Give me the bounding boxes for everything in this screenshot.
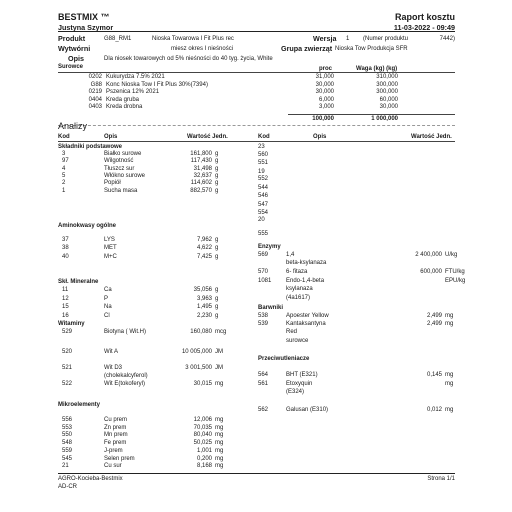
analyses-col-value: Wartość Jedn. [187,134,228,140]
analysis-unit: g [215,295,219,302]
analysis-unit: mg [215,381,224,387]
analysis-code: 548 [62,440,73,447]
analysis-code-right: 552 [258,176,269,182]
analysis-code: 545 [62,455,73,462]
analysis-code-right: 23 [258,144,265,150]
analysis-name: Wit D3 [104,365,122,371]
analysis-unit: mg [215,424,224,431]
raw-material-name: Kreda gruba [106,96,140,103]
analysis-code-right: 569 [258,252,269,258]
analysis-unit: g [215,253,219,260]
report-title: Raport kosztu [394,12,455,22]
raw-materials-col-weight: Waga (kg) (kg) [356,66,398,72]
analysis-name: M+C [104,253,117,260]
analysis-name-line2: (cholekalcyferol) [104,373,148,379]
analysis-name: Na [104,304,112,311]
header-divider [58,31,455,32]
analysis-unit: g [215,158,219,165]
analysis-value: 117,430 [190,158,212,165]
analysis-section-title-antioxidants: Przeciwutleniacze [258,356,310,362]
raw-material-code: 0403 [88,104,102,111]
version-label: Wersja [313,34,337,43]
analysis-value: 1,001 [196,447,212,454]
raw-material-proc: 31,000 [315,74,334,80]
analysis-unit-right: mg [445,407,454,413]
analysis-value: 114,602 [190,180,212,187]
analysis-name: J-prem [104,447,123,454]
raw-materials-bottom-line [58,125,455,126]
analysis-name: Białko surowe [104,151,142,157]
analyses-col-desc: Opis [104,134,118,140]
analysis-value: 70,035 [193,424,212,431]
analysis-name-right: Endo-1,4-beta [286,278,325,284]
analysis-code: 38 [62,245,69,252]
analysis-value: 2,230 [196,312,212,319]
analysis-code-right: 561 [258,381,269,387]
analysis-unit-right: mg [445,313,454,319]
analysis-unit-right: mg [445,372,454,378]
analysis-code: 11 [62,287,69,293]
analysis-unit: g [215,165,219,172]
analysis-value: 35,056 [193,287,212,293]
analysis-name: LYS [104,237,115,243]
analysis-name-right: beta-ksylanaza [286,260,327,267]
analysis-code-right: 555 [258,231,269,237]
analysis-unit-right: EPU/kg [445,278,466,284]
analysis-unit-right: FTU/kg [445,269,465,275]
analysis-unit: mg [215,447,224,454]
analysis-name: Zn prem [104,424,127,431]
analysis-value: 7,962 [196,237,212,243]
analysis-section-title-micro: Mikroelementy [58,402,101,408]
analysis-value: 10 005,000 [181,349,212,355]
analysis-code-right: 551 [258,160,269,166]
analysis-value: 161,800 [190,151,212,157]
analysis-code-right: 560 [258,152,269,158]
raw-material-weight: 60,000 [379,96,398,103]
analysis-name: Wit E(tokoferyl) [104,381,146,387]
analysis-code-right: 554 [258,210,269,216]
analysis-name: Ca [104,287,112,293]
analysis-code-right: 547 [258,202,269,208]
analyses-col-value-right: Wartość Jedn. [411,134,452,140]
analysis-name-right: Apoester Yellow [286,313,329,319]
analysis-code: 15 [62,304,69,311]
analysis-value: 882,570 [190,187,212,194]
analysis-name: P [104,295,109,302]
analysis-unit: g [215,245,219,252]
analysis-unit: mg [215,455,224,462]
analysis-code-right: 538 [258,313,269,319]
analyses-title: Analizy [58,121,88,131]
raw-material-code: 0404 [88,96,102,103]
analysis-name-right: BHT (E321) [286,372,318,378]
analysis-value: 8,168 [196,463,212,470]
raw-materials-total-proc: 100,000 [312,116,334,122]
analysis-code: 529 [62,329,73,335]
analysis-unit: mg [215,463,224,470]
analysis-name: Selen prem [104,455,135,462]
producer-label: Wytwórni [58,44,91,53]
analysis-unit: JM [215,365,223,371]
analysis-unit: mg [215,432,224,439]
analysis-code-right: 546 [258,193,269,199]
analysis-value: 12,006 [193,417,212,423]
analysis-code: 550 [62,432,73,439]
analysis-name-right: Galusan (E310) [286,407,329,413]
raw-material-name: Konc Nioska Tow I Fit Plus 30%(7394) [106,81,208,88]
raw-material-weight: 30,000 [379,104,398,111]
raw-material-weight: 310,000 [376,74,398,80]
raw-material-code: G88 [90,81,102,88]
raw-materials-total-line [288,114,455,115]
analysis-value: 32,637 [193,172,212,179]
raw-materials-total-weight: 1 000,000 [371,116,398,122]
analysis-name: Wilgotność [104,158,134,165]
footer-divider [58,473,455,474]
raw-material-code: 0219 [88,89,102,96]
analysis-value: 160,080 [190,329,212,335]
analysis-name: MET [104,245,117,252]
animal-group-value: Nioska Tow Produkcja SFR [335,46,408,52]
raw-material-weight: 300,000 [376,81,398,88]
analysis-code: 12 [62,295,69,302]
footer-page-number: Strona 1/1 [427,476,455,482]
animal-group-label: Grupa zwierząt [281,44,333,53]
analysis-name: Wit A [104,349,119,355]
analysis-unit: g [215,180,219,187]
footer-code: AD-CR [58,484,77,490]
analysis-name: Sucha masa [104,187,138,194]
analysis-name: Cu prem [104,417,128,423]
analysis-code-right: 570 [258,269,269,275]
analysis-name: Tłuszcz sur [104,165,135,172]
analysis-unit: mg [215,417,224,423]
analysis-code: 16 [62,312,69,319]
analysis-value: 3 001,500 [185,365,212,371]
analysis-value: 31,498 [193,165,212,172]
version-value: 1 [346,36,350,42]
analysis-value-right: 0,012 [426,407,442,413]
raw-material-name: Pszenica 12% 2021 [106,89,160,96]
raw-material-weight: 300,000 [376,89,398,96]
raw-material-proc: 3,000 [318,104,334,111]
analysis-code: 4 [62,165,66,172]
analysis-code-right: 19 [258,169,265,175]
analysis-value: 30,015 [193,381,212,387]
analysis-code: 97 [62,158,69,165]
raw-material-name: Kreda drobna [106,104,143,111]
analysis-code-right: 564 [258,372,269,378]
analysis-value-right: 2,499 [426,321,442,327]
analyses-col-code: Kod [58,134,70,140]
analysis-unit-right: U/kg [445,252,458,258]
footer-company: AGRO-Kocieba-Bestmix [58,476,123,482]
analysis-name-right: (E324) [286,389,305,396]
analysis-value: 50,025 [193,440,212,447]
analysis-unit: g [215,287,219,293]
analysis-code: 553 [62,424,73,431]
analysis-section-title-minerals: Skł. Mineralne [58,279,99,285]
analysis-unit: g [215,237,219,243]
analysis-code: 1 [62,187,66,194]
analysis-name-right: Etoxyquin [286,381,313,387]
analysis-name-right: Red [286,329,298,336]
user-name: Justyna Szymor [58,23,114,32]
analysis-section-title-amino: Aminokwasy ogólne [58,223,117,229]
product-name: Nioska Towarowa I Fit Plus rec [152,36,234,42]
analysis-value-right: 2,499 [426,313,442,319]
analysis-name-right: surowce [286,337,309,344]
analysis-name: Biotyna ( Wit.H) [104,329,147,335]
analysis-unit: g [215,304,219,311]
analysis-unit: g [215,312,219,319]
analysis-code: 521 [62,365,73,371]
raw-material-name: Kukurydza 7.5% 2021 [106,74,165,80]
analysis-unit-right: mg [445,381,454,387]
analysis-value: 4,622 [196,245,212,252]
analysis-name: Cl [104,312,110,319]
analyses-col-code-right: Kod [258,134,270,140]
analysis-unit: g [215,187,219,194]
analysis-value: 1,495 [196,304,212,311]
report-datetime: 11-03-2022 - 09:49 [393,23,455,32]
analysis-unit: JM [215,349,223,355]
analysis-value: 3,963 [196,295,212,302]
analysis-code: 522 [62,381,73,387]
analysis-unit: mg [215,440,224,447]
raw-material-proc: 30,000 [315,89,334,96]
analysis-unit: mcg [215,329,227,335]
producer-value: miesz okres I nieśności [171,46,234,52]
analysis-name: Mn prem [104,432,128,439]
raw-materials-col-proc: proc [319,66,333,72]
analysis-section-title-enzymes: Enzymy [258,244,281,250]
product-label: Produkt [58,34,86,43]
analysis-section-title-vitamins: Witaminy [58,321,85,327]
product-number-label: (Numer produktu [363,36,409,42]
raw-material-code: 0202 [88,74,102,80]
analysis-code: 520 [62,349,73,355]
analysis-unit: g [215,151,219,157]
analysis-unit-right: mg [445,321,454,327]
analysis-code-right: 562 [258,407,269,413]
analysis-section-title-basic: Składniki podstawowe [58,144,123,150]
product-code: G88_RM1 [104,36,132,42]
analysis-code-right: 20 [258,217,265,223]
analysis-code: 559 [62,447,73,454]
analysis-value-right: 2 400,000 [415,252,442,258]
analysis-value: 80,040 [193,432,212,439]
analysis-section-title-colorants: Barwniki [258,305,284,311]
brand-name: BESTMIX ™ [58,12,110,22]
analysis-code: 2 [62,180,66,187]
analysis-code: 37 [62,237,69,243]
analysis-code-right: 539 [258,321,269,327]
analysis-value: 0,200 [196,455,212,462]
analyses-header-line [58,141,455,142]
raw-materials-title: Surowce [58,64,84,70]
analysis-code: 556 [62,417,73,423]
description-value: Dla niosek towarowych od 5% nieśności do 40 tyg. życia, White [104,56,273,62]
analysis-name-right: 1,4 [286,252,295,258]
raw-materials-header-line [58,72,455,73]
analysis-code: 21 [62,463,69,470]
analysis-unit: g [215,172,219,179]
raw-material-proc: 30,000 [315,81,334,88]
analysis-value-right: 600,000 [420,269,442,275]
analysis-code-right: 544 [258,185,269,191]
analysis-code: 3 [62,151,66,157]
product-number-value: 7442) [439,36,455,42]
analysis-name: Włókno surowe [104,172,146,179]
raw-material-proc: 6,000 [318,96,334,103]
analysis-name-right: Kantaksantyna [286,321,326,327]
analyses-col-desc-right: Opis [313,134,327,140]
analysis-name: Cu sur [104,463,122,470]
analysis-name: Popiół [104,180,121,187]
analysis-name: Fe prem [104,440,127,447]
analysis-name-right: (4a1617) [286,294,311,301]
analysis-name-right: ksylanaza [286,286,313,293]
description-label: Opis [68,54,84,63]
analysis-value-right: 0,145 [426,372,442,378]
analysis-code: 40 [62,253,69,260]
analysis-name-right: 6- fitaza [286,269,308,275]
analysis-code: 5 [62,172,66,179]
analysis-value: 7,425 [196,253,212,260]
analysis-code-right: 1081 [258,278,272,284]
